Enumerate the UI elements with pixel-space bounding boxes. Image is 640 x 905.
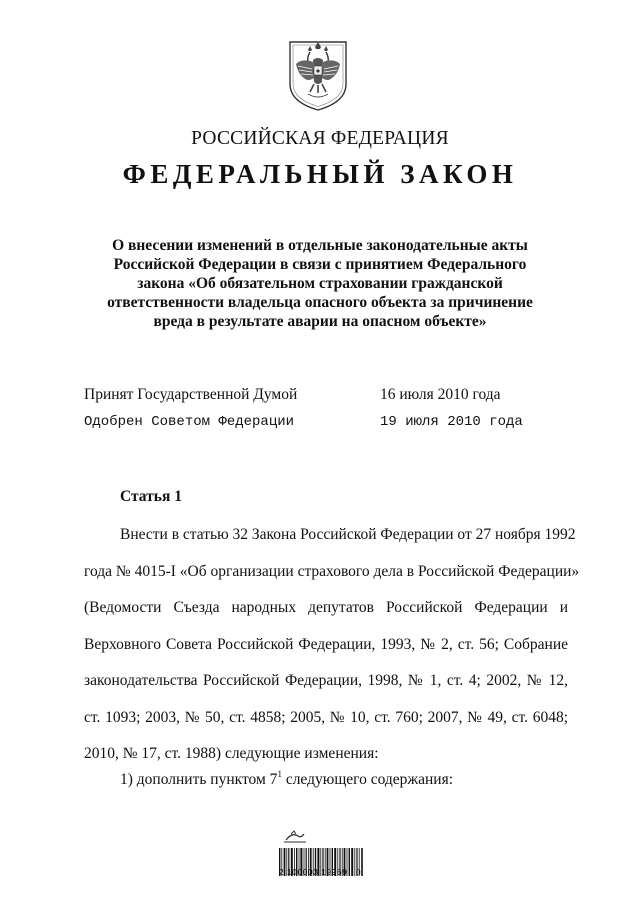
barcode-number: 2 100003 19969 0 <box>278 867 362 877</box>
duma-adoption-date: 16 июля 2010 года <box>380 386 501 403</box>
law-title-line: ответственности владельца опасного объекта за причинение <box>107 294 533 311</box>
article-body-line: Внести в статью 32 Закона Российской Федерации от 27 ноября 1992 <box>120 526 576 543</box>
document-type-heading: ФЕДЕРАЛЬНЫЙ ЗАКОН <box>122 159 518 189</box>
article-body-line: года № 4015-I «Об организации страхового дела в Российской Федерации» <box>84 562 580 580</box>
law-title-line: закона «Об обязательном страховании гражданской <box>137 275 503 292</box>
law-title-line: вреда в результате аварии на опасном объекте» <box>153 313 487 330</box>
law-title <box>60 236 580 331</box>
article-body-line: ст. 1093; 2003, № 50, ст. 4858; 2005, № 10, ст. 760; 2007, № 49, ст. 6048; <box>84 708 568 726</box>
duma-adoption-label: Принят Государственной Думой <box>84 386 298 403</box>
law-title-line: Российской Федерации в связи с принятием Федерального <box>113 256 527 273</box>
article-body <box>84 517 580 773</box>
amendment-item <box>120 769 453 789</box>
amendment-text-tail: следующего содержания: <box>281 771 454 788</box>
article-body-line: (Ведомости Съезда народных депутатов Российской Федерации и <box>84 599 568 616</box>
council-approval-date: 19 июля 2010 года <box>380 414 523 430</box>
article-body-line: Верховного Совета Российской Федерации, 1993, № 2, ст. 56; Собрание <box>84 635 568 653</box>
article-body-line: законодательства Российской Федерации, 1998, № 1, ст. 4; 2002, № 12, <box>84 672 568 689</box>
country-heading: РОССИЙСКАЯ ФЕДЕРАЦИЯ <box>191 128 449 149</box>
coat-of-arms-emblem <box>286 38 350 112</box>
article-title: Статья 1 <box>120 488 182 505</box>
law-title-line: О внесении изменений в отдельные законодательные акты <box>112 237 528 254</box>
amendment-superscript: 1 <box>277 769 282 779</box>
printing-mark-icon <box>282 830 308 844</box>
amendment-text: 1) дополнить пунктом 7 <box>120 771 278 788</box>
article-body-line: 2010, № 17, ст. 1988) следующие изменения: <box>84 745 379 762</box>
council-approval-label: Одобрен Советом Федерации <box>84 414 295 430</box>
